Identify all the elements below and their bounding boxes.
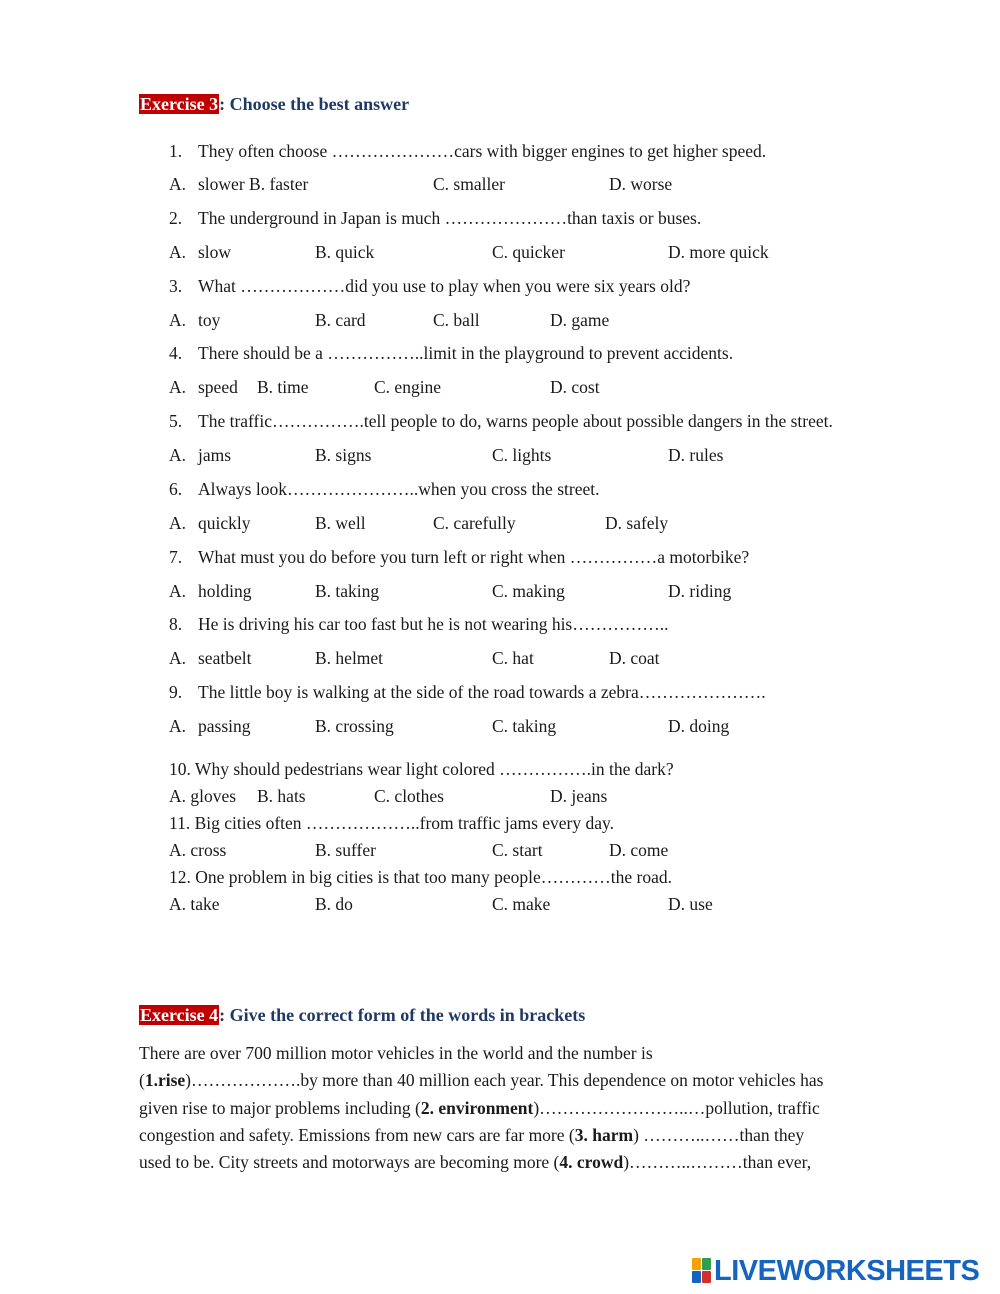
question-text: 12. One problem in big cities is that too many people…………the road. <box>169 867 673 887</box>
question-number: 3. <box>169 276 183 296</box>
option: holding <box>198 581 252 601</box>
option: D. coat <box>609 648 660 668</box>
question-number: 8. <box>169 614 183 634</box>
text-run: )………..………than ever, <box>623 1152 812 1173</box>
option: C. start <box>492 840 543 860</box>
question-number: 5. <box>169 411 183 431</box>
text-run: ( <box>139 1070 145 1091</box>
option: C. quicker <box>492 242 565 262</box>
option: B. signs <box>315 445 372 465</box>
option-letter: A. <box>169 648 187 668</box>
text-run: ) ………..……than they <box>633 1124 805 1145</box>
option: C. engine <box>374 377 442 397</box>
exercise4-title: Give the correct form of the words in brackets <box>229 1005 586 1025</box>
option: seatbelt <box>198 648 252 668</box>
option: C. taking <box>492 716 557 736</box>
liveworksheets-logo-icon <box>692 1258 712 1284</box>
option: B. suffer <box>315 840 376 860</box>
option: passing <box>198 716 251 736</box>
option: D. jeans <box>550 786 608 806</box>
option: B. taking <box>315 581 380 601</box>
option: slower B. faster <box>198 174 309 194</box>
question-text: The traffic…………….tell people to do, warns people about possible dangers in the street. <box>198 411 833 431</box>
option-letter: A. <box>169 581 187 601</box>
option: D. use <box>668 894 713 914</box>
exercise4-tag: Exercise 4 <box>140 1005 219 1025</box>
text-run: used to be. City streets and motorways are becoming more ( <box>139 1152 560 1173</box>
option: D. come <box>609 840 669 860</box>
paragraph-line <box>139 1149 929 1176</box>
liveworksheets-logo-text: LIVEWORKSHEETS <box>714 1254 980 1287</box>
option: jams <box>198 445 232 465</box>
option: B. time <box>257 377 309 397</box>
question-text: The underground in Japan is much …………………than taxis or buses. <box>198 208 702 228</box>
option: C. lights <box>492 445 552 465</box>
exercise3-heading: Exercise 3: Choose the best answer <box>140 94 410 114</box>
option: B. quick <box>315 242 375 262</box>
question-number: 9. <box>169 682 183 702</box>
option: D. doing <box>668 716 730 736</box>
text-run: given rise to major problems including ( <box>139 1097 421 1118</box>
option: D. safely <box>605 513 669 533</box>
option: D. worse <box>609 174 673 194</box>
option: B. well <box>315 513 366 533</box>
question-text: He is driving his car too fast but he is not wearing his…………….. <box>198 614 669 634</box>
option: D. riding <box>668 581 732 601</box>
exercise3-title: Choose the best answer <box>229 94 410 114</box>
word-prompt: 4. crowd <box>559 1152 624 1173</box>
exercise4-paragraph <box>139 1040 929 1176</box>
question-number: 2. <box>169 208 183 228</box>
option-letter: A. <box>169 242 187 262</box>
text-run: There are over 700 million motor vehicles in the world and the number is <box>139 1043 653 1063</box>
word-prompt: 1.rise <box>144 1070 186 1091</box>
question-number: 7. <box>169 547 183 567</box>
text-run: )……………….by more than 40 million each year. This dependence on motor vehicles has <box>185 1070 824 1091</box>
option: C. carefully <box>433 513 516 533</box>
option: D. cost <box>550 377 600 397</box>
option: C. smaller <box>433 174 505 194</box>
option: B. hats <box>257 786 306 806</box>
option-letter: A. <box>169 174 187 194</box>
option: C. making <box>492 581 565 601</box>
paragraph-line <box>139 1122 929 1149</box>
option: speed <box>198 377 238 397</box>
question-text: What must you do before you turn left or right when ……………a motorbike? <box>198 547 750 567</box>
paragraph-line <box>139 1067 929 1094</box>
option: quickly <box>198 513 251 533</box>
question-number: 4. <box>169 343 183 363</box>
option: B. do <box>315 894 353 914</box>
text-run: )……………………..…pollution, traffic <box>533 1097 820 1118</box>
option: A. gloves <box>169 786 237 806</box>
paragraph-line <box>139 1095 929 1122</box>
option: slow <box>198 242 232 262</box>
question-text: The little boy is walking at the side of the road towards a zebra…………………. <box>198 682 766 702</box>
text-run: congestion and safety. Emissions from new cars are far more ( <box>139 1124 575 1145</box>
option: D. game <box>550 310 610 330</box>
question-number: 6. <box>169 479 183 499</box>
option-letter: A. <box>169 377 187 397</box>
option: toy <box>198 310 221 330</box>
option: B. helmet <box>315 648 384 668</box>
option: C. clothes <box>374 786 444 806</box>
liveworksheets-logo <box>692 1256 979 1286</box>
question-text: There should be a ……………..limit in the playground to prevent accidents. <box>198 343 734 363</box>
option-letter: A. <box>169 513 187 533</box>
exercise3-tag: Exercise 3 <box>140 94 219 114</box>
exercise4-heading: Exercise 4: Give the correct form of the words in brackets <box>140 1005 586 1025</box>
option: D. more quick <box>668 242 769 262</box>
question-number: 1. <box>169 141 183 161</box>
paragraph-line <box>139 1040 929 1067</box>
option: A. take <box>169 894 220 914</box>
option: D. rules <box>668 445 724 465</box>
question-text: They often choose …………………cars with bigger engines to get higher speed. <box>198 141 767 161</box>
option: A. cross <box>169 840 227 860</box>
option: C. hat <box>492 648 534 668</box>
question-text: 11. Big cities often ………………..from traffic jams every day. <box>169 813 615 833</box>
option-letter: A. <box>169 716 187 736</box>
word-prompt: 3. harm <box>574 1124 634 1145</box>
question-text: What ………………did you use to play when you were six years old? <box>198 276 691 296</box>
option-letter: A. <box>169 310 187 330</box>
option: B. crossing <box>315 716 394 736</box>
option: C. ball <box>433 310 480 330</box>
option: C. make <box>492 894 551 914</box>
option-letter: A. <box>169 445 187 465</box>
word-prompt: 2. environment <box>420 1097 534 1118</box>
option: B. card <box>315 310 366 330</box>
question-text: Always look…………………..when you cross the street. <box>198 479 600 499</box>
question-text: 10. Why should pedestrians wear light colored …………….in the dark? <box>169 759 674 779</box>
